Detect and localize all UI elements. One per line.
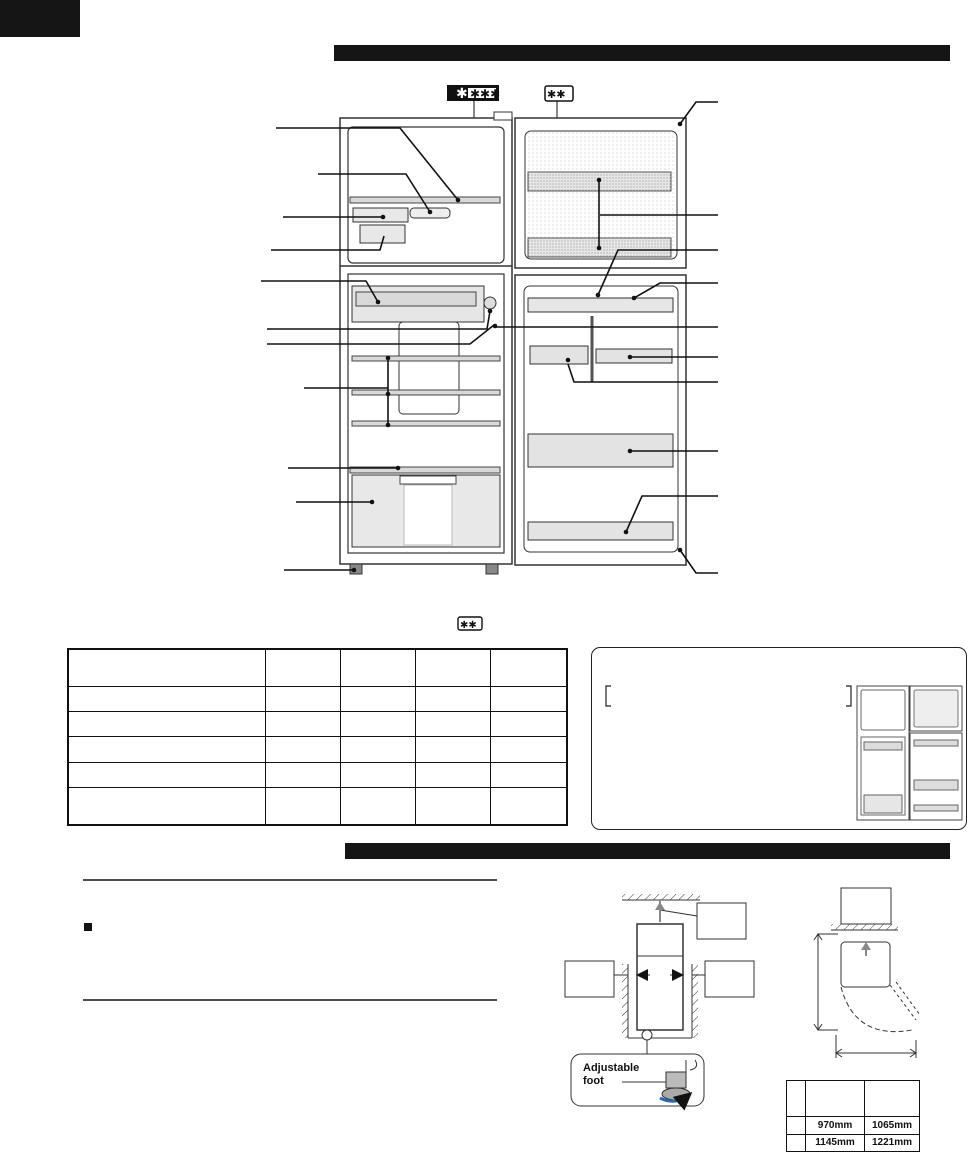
dims-cell xyxy=(787,1117,806,1135)
dims-cell xyxy=(787,1134,806,1152)
adjustable-foot-label xyxy=(583,1062,639,1088)
dims-cell: 970mm xyxy=(806,1117,865,1135)
adjustable-foot-label-line2: foot xyxy=(583,1075,604,1087)
dims-cell: 1221mm xyxy=(865,1134,920,1152)
svg-text:✱✱✱: ✱✱✱ xyxy=(470,87,501,101)
dims-cell xyxy=(787,1081,806,1117)
svg-text:✱: ✱ xyxy=(456,86,468,102)
dims-cell xyxy=(865,1081,920,1117)
dimensions-table xyxy=(786,1080,920,1152)
svg-text:✱✱: ✱✱ xyxy=(460,620,477,631)
adjustable-foot-label-line1: Adjustable xyxy=(583,1062,640,1074)
dims-cell xyxy=(806,1081,865,1117)
dims-cell: 1065mm xyxy=(865,1117,920,1135)
dims-cell: 1145mm xyxy=(806,1134,865,1152)
svg-text:✱✱: ✱✱ xyxy=(547,88,566,101)
